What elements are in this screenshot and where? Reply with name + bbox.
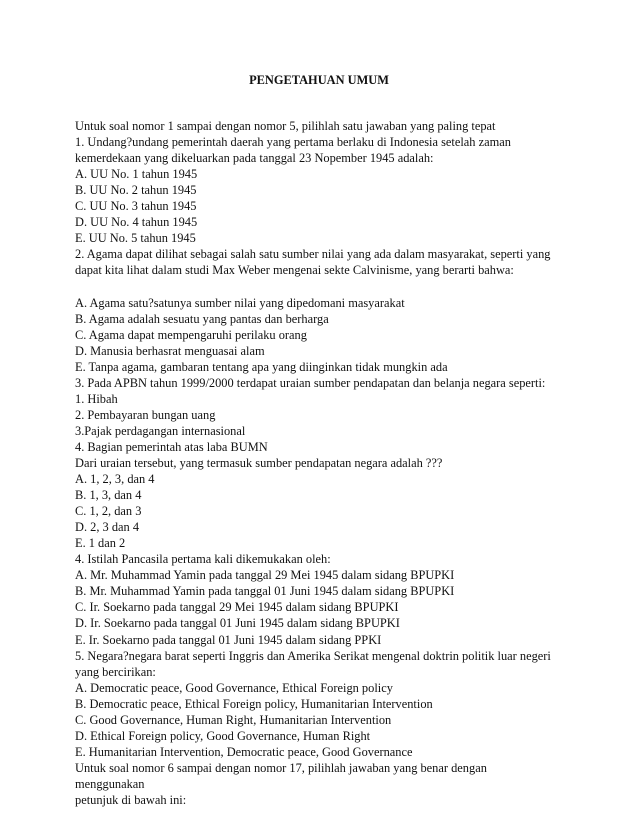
text-line: B. UU No. 2 tahun 1945: [75, 183, 197, 198]
text-line: B. Agama adalah sesuatu yang pantas dan berharga: [75, 311, 329, 326]
text-line: A. UU No. 1 tahun 1945: [75, 167, 198, 182]
text-line: kemerdekaan yang dikeluarkan pada tanggal 23 Nopember 1945 adalah:: [75, 151, 434, 166]
text-line: E. UU No. 5 tahun 1945: [75, 231, 196, 246]
text-line: C. Ir. Soekarno pada tanggal 29 Mei 1945 dalam sidang BPUPKI: [75, 600, 399, 615]
text-line: 3.Pajak perdagangan internasional: [75, 423, 246, 438]
blank-line: [75, 278, 567, 294]
text-line: yang bercirikan:: [75, 664, 156, 679]
text-line: D. Ir. Soekarno pada tanggal 01 Juni 1945 dalam sidang BPUPKI: [75, 616, 400, 631]
text-line: D. Manusia berhasrat menguasai alam: [75, 343, 265, 358]
text-line: B. Democratic peace, Ethical Foreign policy, Humanitarian Intervention: [75, 696, 433, 711]
text-line: Untuk soal nomor 1 sampai dengan nomor 5, pilihlah satu jawaban yang paling tepat: [75, 119, 496, 133]
text-line: A. 1, 2, 3, dan 4: [75, 472, 155, 487]
text-line: A. Democratic peace, Good Governance, Ethical Foreign policy: [75, 680, 393, 695]
text-line: 4. Istilah Pancasila pertama kali dikemukakan oleh:: [75, 552, 331, 567]
text-line: dapat kita lihat dalam studi Max Weber mengenai sekte Calvinisme, yang berarti bahwa:: [75, 263, 514, 278]
text-line: 4. Bagian pemerintah atas laba BUMN: [75, 439, 268, 454]
text-line: 2. Pembayaran bungan uang: [75, 407, 216, 422]
document-title: PENGETAHUAN UMUM: [249, 73, 389, 87]
text-line: E. 1 dan 2: [75, 536, 126, 551]
text-line: E. Humanitarian Intervention, Democratic peace, Good Governance: [75, 744, 413, 759]
text-line: petunjuk di bawah ini:: [75, 792, 187, 807]
text-line: C. 1, 2, dan 3: [75, 504, 142, 519]
text-line: 5. Negara?negara barat seperti Inggris dan Amerika Serikat mengenal doktrin politik luar negeri: [75, 648, 551, 663]
text-line: menggunakan: [75, 776, 145, 791]
text-line: B. Mr. Muhammad Yamin pada tanggal 01 Juni 1945 dalam sidang BPUPKI: [75, 584, 455, 599]
text-line: C. Agama dapat mempengaruhi perilaku orang: [75, 327, 307, 342]
text-line: D. UU No. 4 tahun 1945: [75, 215, 198, 230]
text-line: D. Ethical Foreign policy, Good Governance, Human Right: [75, 728, 371, 743]
text-line: Untuk soal nomor 6 sampai dengan nomor 17, pilihlah jawaban yang benar dengan: [75, 760, 487, 775]
document-body: [75, 118, 567, 808]
text-line: E. Ir. Soekarno pada tanggal 01 Juni 1945 dalam sidang PPKI: [75, 632, 382, 647]
text-line: A. Agama satu?satunya sumber nilai yang dipedomani masyarakat: [75, 295, 405, 310]
text-line: D. 2, 3 dan 4: [75, 520, 140, 535]
text-line: C. UU No. 3 tahun 1945: [75, 199, 197, 214]
text-line: 1. Undang?undang pemerintah daerah yang pertama berlaku di Indonesia setelah zaman: [75, 135, 511, 150]
text-line: C. Good Governance, Human Right, Humanitarian Intervention: [75, 712, 392, 727]
text-line: A. Mr. Muhammad Yamin pada tanggal 29 Mei 1945 dalam sidang BPUPKI: [75, 568, 455, 583]
text-line: E. Tanpa agama, gambaran tentang apa yang diinginkan tidak mungkin ada: [75, 359, 448, 374]
text-line: B. 1, 3, dan 4: [75, 488, 142, 503]
text-line: 3. Pada APBN tahun 1999/2000 terdapat uraian sumber pendapatan dan belanja negara seperti:: [75, 375, 546, 390]
text-line: 2. Agama dapat dilihat sebagai salah satu sumber nilai yang ada dalam masyarakat, seperti yang: [75, 247, 551, 262]
text-line: 1. Hibah: [75, 391, 118, 406]
text-line: Dari uraian tersebut, yang termasuk sumber pendapatan negara adalah ???: [75, 455, 443, 470]
